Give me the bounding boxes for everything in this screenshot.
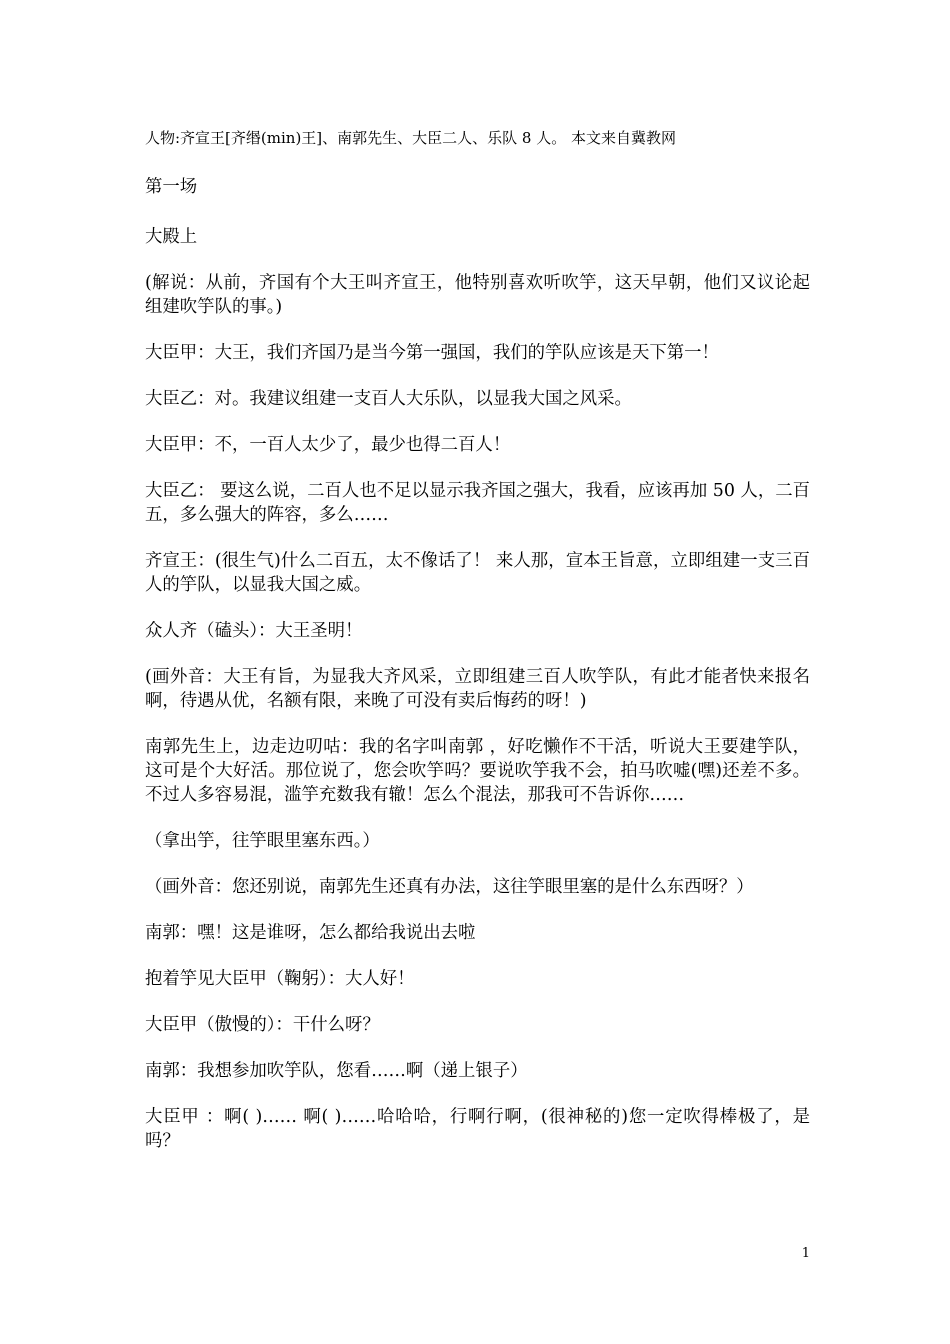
narration-paragraph: (解说：从前，齐国有个大王叫齐宣王，他特别喜欢听吹竽，这天早朝，他们又议论起组建吹竽队的事。) (145, 273, 810, 317)
dialogue-paragraph: 大臣甲 ：啊( )…… 啊( )……哈哈哈，行啊行啊，(很神秘的)您一定吹得棒极了，是吗？ (145, 1107, 810, 1151)
dialogue-paragraph: 大臣甲（傲慢的）：干什么呀？ (145, 1015, 380, 1035)
cast-line: 人物:齐宣王[齐缗(min)王]、南郭先生、大臣二人、乐队 8 人。 本文来自冀教网 (145, 129, 676, 147)
dialogue-paragraph: 众人齐（磕头）：大王圣明！ (145, 621, 363, 641)
page-number: 1 (801, 1246, 810, 1261)
stage-direction: （拿出竽，往竽眼里塞东西。） (145, 831, 380, 851)
scene-location: 大殿上 (145, 227, 198, 247)
dialogue-paragraph: 南郭：嘿！这是谁呀，怎么都给我说出去啦 (145, 923, 476, 943)
dialogue-paragraph: 大臣乙： 要这么说，二百人也不足以显示我齐国之强大，我看，应该再加 50 人，二百五，多么强大的阵容，多么…… (145, 481, 810, 525)
monologue-paragraph: 南郭先生上，边走边叨咕：我的名字叫南郭 ，好吃懒作不干活，听说大王要建竽队，这可是个大好活。那位说了，您会吹竽吗？要说吹竽我不会，拍马吹嘘(嘿)还差不多。不过人多容易混，滥竽充数我有辙！怎么个混法，那我可不告诉你…… (145, 737, 810, 805)
document-body (145, 128, 810, 1175)
dialogue-paragraph: 大臣甲：大王，我们齐国乃是当今第一强国，我们的竽队应该是天下第一！ (145, 343, 719, 363)
voiceover-paragraph: (画外音：大王有旨，为显我大齐风采，立即组建三百人吹竽队，有此才能者快来报名啊，待遇从优，名额有限，来晚了可没有卖后悔药的呀！) (145, 667, 810, 711)
dialogue-paragraph: 抱着竽见大臣甲（鞠躬）：大人好！ (145, 969, 415, 989)
scene-heading: 第一场 (145, 177, 198, 197)
dialogue-paragraph: 大臣乙：对。我建议组建一支百人大乐队，以显我大国之风采。 (145, 389, 632, 409)
dialogue-paragraph: 齐宣王：(很生气)什么二百五，太不像话了！ 来人那，宣本王旨意，立即组建一支三百人的竽队，以显我大国之威。 (145, 551, 810, 595)
voiceover-paragraph: （画外音：您还别说，南郭先生还真有办法，这往竽眼里塞的是什么东西呀？） (145, 877, 754, 897)
dialogue-paragraph: 大臣甲：不，一百人太少了，最少也得二百人！ (145, 435, 511, 455)
dialogue-paragraph: 南郭：我想参加吹竽队，您看……啊（递上银子） (145, 1061, 528, 1081)
